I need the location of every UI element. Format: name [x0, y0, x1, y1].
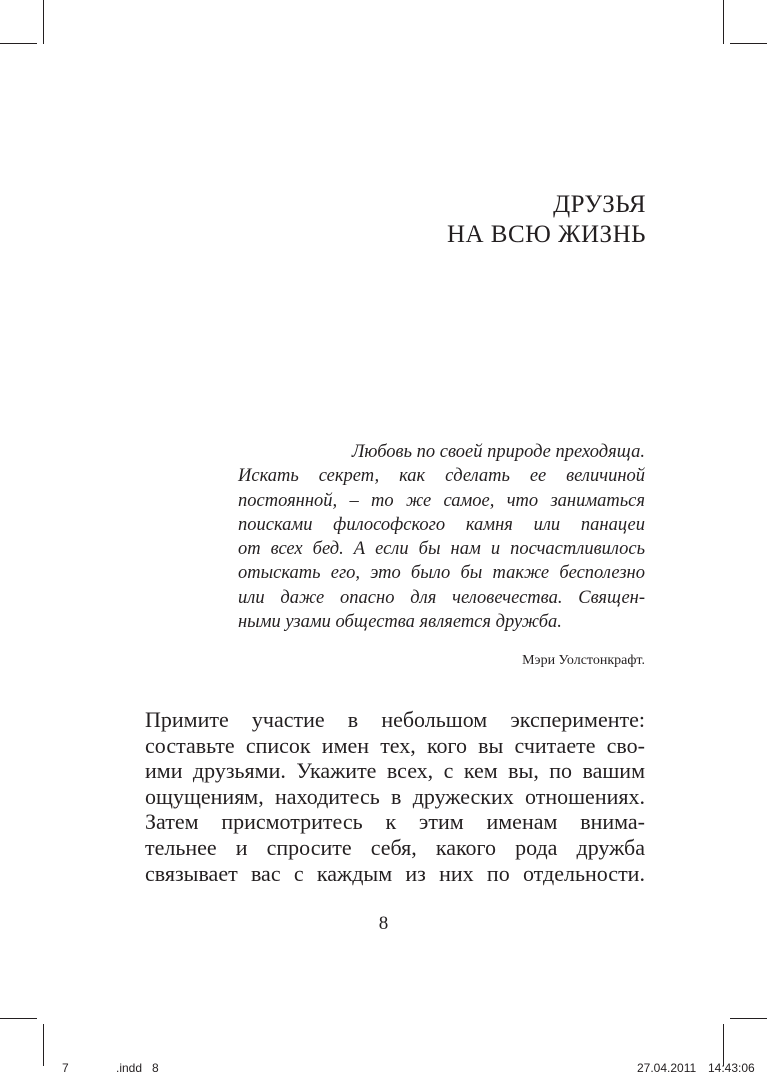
slug-time: 14:43:06 — [708, 1061, 755, 1075]
epigraph-line: постоянной, – то же самое, что заниматься — [238, 490, 645, 511]
epigraph-line: от всех бед. А если бы нам и посчастливилось — [238, 539, 646, 560]
chapter-title — [447, 190, 646, 250]
body-line: составьте список имен тех, кого вы считаете сво- — [145, 732, 645, 758]
epigraph-line: отыскать его, это было бы также бесполезно — [238, 563, 645, 584]
body-line: Затем присмотритесь к этим именам внима- — [145, 809, 645, 835]
body-line: ощущениям, находитесь в дружеских отношениях. — [145, 783, 645, 809]
body-paragraph — [145, 707, 645, 886]
crop-mark-top-right-horizontal — [730, 43, 767, 44]
crop-mark-bottom-left-vertical — [43, 1024, 44, 1066]
epigraph-line: Любовь по своей природе преходяща. — [351, 442, 645, 462]
crop-mark-top-right-vertical — [723, 0, 724, 44]
epigraph-attribution: Мэри Уолстонкрафт. — [522, 653, 645, 668]
slug-file-number: 7 — [62, 1061, 69, 1075]
crop-mark-top-left-vertical — [43, 0, 44, 44]
chapter-title-line-2: НА ВСЮ ЖИЗНЬ — [446, 221, 646, 248]
slug-date: 27.04.2011 — [637, 1061, 697, 1075]
epigraph-line: Искать секрет, как сделать ее величиной — [238, 466, 646, 487]
body-line: ими друзьями. Укажите всех, с кем вы, по вашим — [145, 758, 646, 784]
chapter-title-line-1: ДРУЗЬЯ — [553, 191, 646, 218]
body-line: связывает вас с каждым из них по отдельности. — [145, 860, 645, 886]
crop-mark-bottom-right-vertical — [723, 1024, 724, 1066]
page-number: 8 — [378, 913, 389, 934]
epigraph-line: ными узами общества является дружба. — [238, 612, 562, 633]
crop-mark-bottom-left-horizontal — [0, 1018, 37, 1019]
epigraph-line: или даже опасно для человечества. Священ- — [238, 587, 645, 608]
body-line: тельнее и спросите себя, какого рода дружба — [145, 834, 645, 860]
epigraph — [238, 440, 645, 634]
slug-file-name: .indd — [116, 1061, 143, 1075]
crop-mark-bottom-right-horizontal — [730, 1018, 767, 1019]
crop-mark-top-left-horizontal — [0, 43, 37, 44]
slug-page: 8 — [152, 1061, 159, 1075]
epigraph-line: поисками философского камня или панацеи — [238, 514, 645, 535]
body-line: Примите участие в небольшом эксперименте: — [145, 707, 645, 732]
